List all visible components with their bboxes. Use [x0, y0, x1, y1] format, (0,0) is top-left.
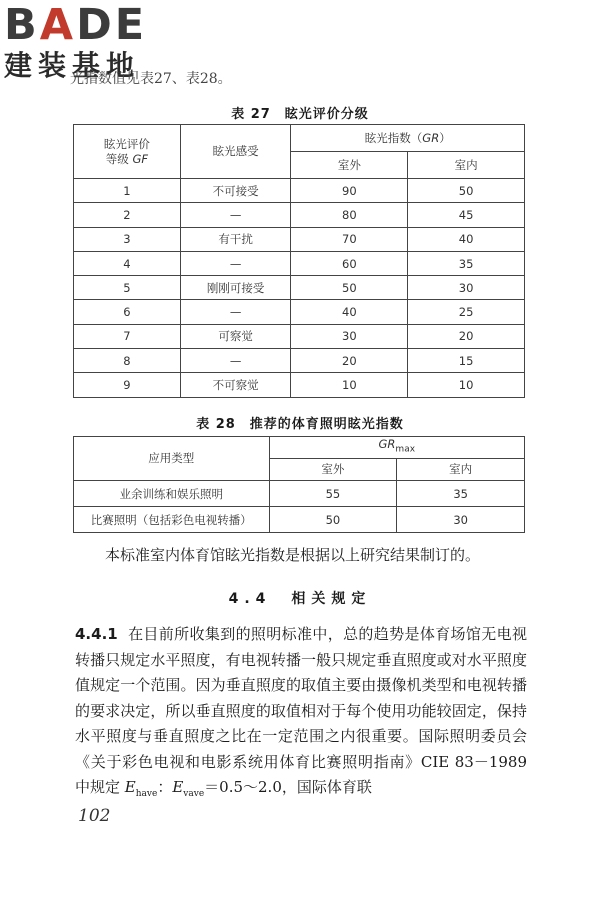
- intro-line: 光指数值见表27、表28。: [70, 71, 232, 87]
- table-row: 8 — 20 15: [74, 349, 525, 373]
- table-row: 5 刚刚可接受 50 30: [74, 276, 525, 300]
- table-row: 业余训练和娱乐照明 55 35: [74, 481, 525, 507]
- table-row: 比赛照明（包括彩色电视转播） 50 30: [74, 507, 525, 533]
- header-indoor: 室内: [397, 459, 525, 481]
- table-28: [73, 436, 525, 533]
- logo-wordmark: BADE: [4, 0, 148, 50]
- header-grade: 眩光评价 等级 GF: [74, 125, 181, 179]
- header-indoor: 室内: [408, 152, 525, 179]
- table-row: 4 — 60 35: [74, 251, 525, 275]
- table-28-caption: 表 28 推荐的体育照明眩光指数: [196, 417, 404, 432]
- table-row: 6 — 40 25: [74, 300, 525, 324]
- table-row: 2 — 80 45: [74, 203, 525, 227]
- table-27: [73, 124, 525, 398]
- table-27-caption: 表 27 眩光评价分级: [231, 107, 369, 122]
- section-heading: 4.4 相关规定: [228, 591, 372, 607]
- basis-paragraph: 本标准室内体育馆眩光指数是根据以上研究结果制订的。: [105, 546, 481, 564]
- logo-subtitle: 建装基地: [4, 49, 141, 82]
- table-row: 3 有干扰 70 40: [74, 227, 525, 251]
- page-number: 102: [78, 806, 111, 826]
- header-glare-index: 眩光指数（GR）: [291, 125, 525, 152]
- header-outdoor: 室外: [269, 459, 397, 481]
- table-row: 1 不可接受 90 50: [74, 179, 525, 203]
- clause-number: 4.4.1: [75, 625, 118, 643]
- table-row: 7 可察觉 30 20: [74, 324, 525, 348]
- header-application-type: 应用类型: [74, 437, 270, 481]
- clause-paragraph: 4.4.1 在目前所收集到的照明标准中，总的趋势是体育场馆无电视转播只规定水平照度，有电视转播一般只规定垂直照度或对水平照度值规定一个范围。因为垂直照度的取值主要由摄像机类型和电视转播的要求决定，所以垂直照度的取值相对于每个使用功能较固定，保持水平照度与垂直照度之比在一定范围之内很重要。国际照明委员会《关于彩色电视和电影系统用体育比赛照明指南》CIE 83－1989 中规定 $E_{have}$：$E_{vave}=0.5\sim 2.0$，国际体育联: [75, 625, 527, 799]
- header-outdoor: 室外: [291, 152, 408, 179]
- header-feeling: 眩光感受: [180, 125, 291, 179]
- table-row: 9 不可察觉 10 10: [74, 373, 525, 397]
- header-gr-max: $GR_{max}$: [269, 437, 524, 459]
